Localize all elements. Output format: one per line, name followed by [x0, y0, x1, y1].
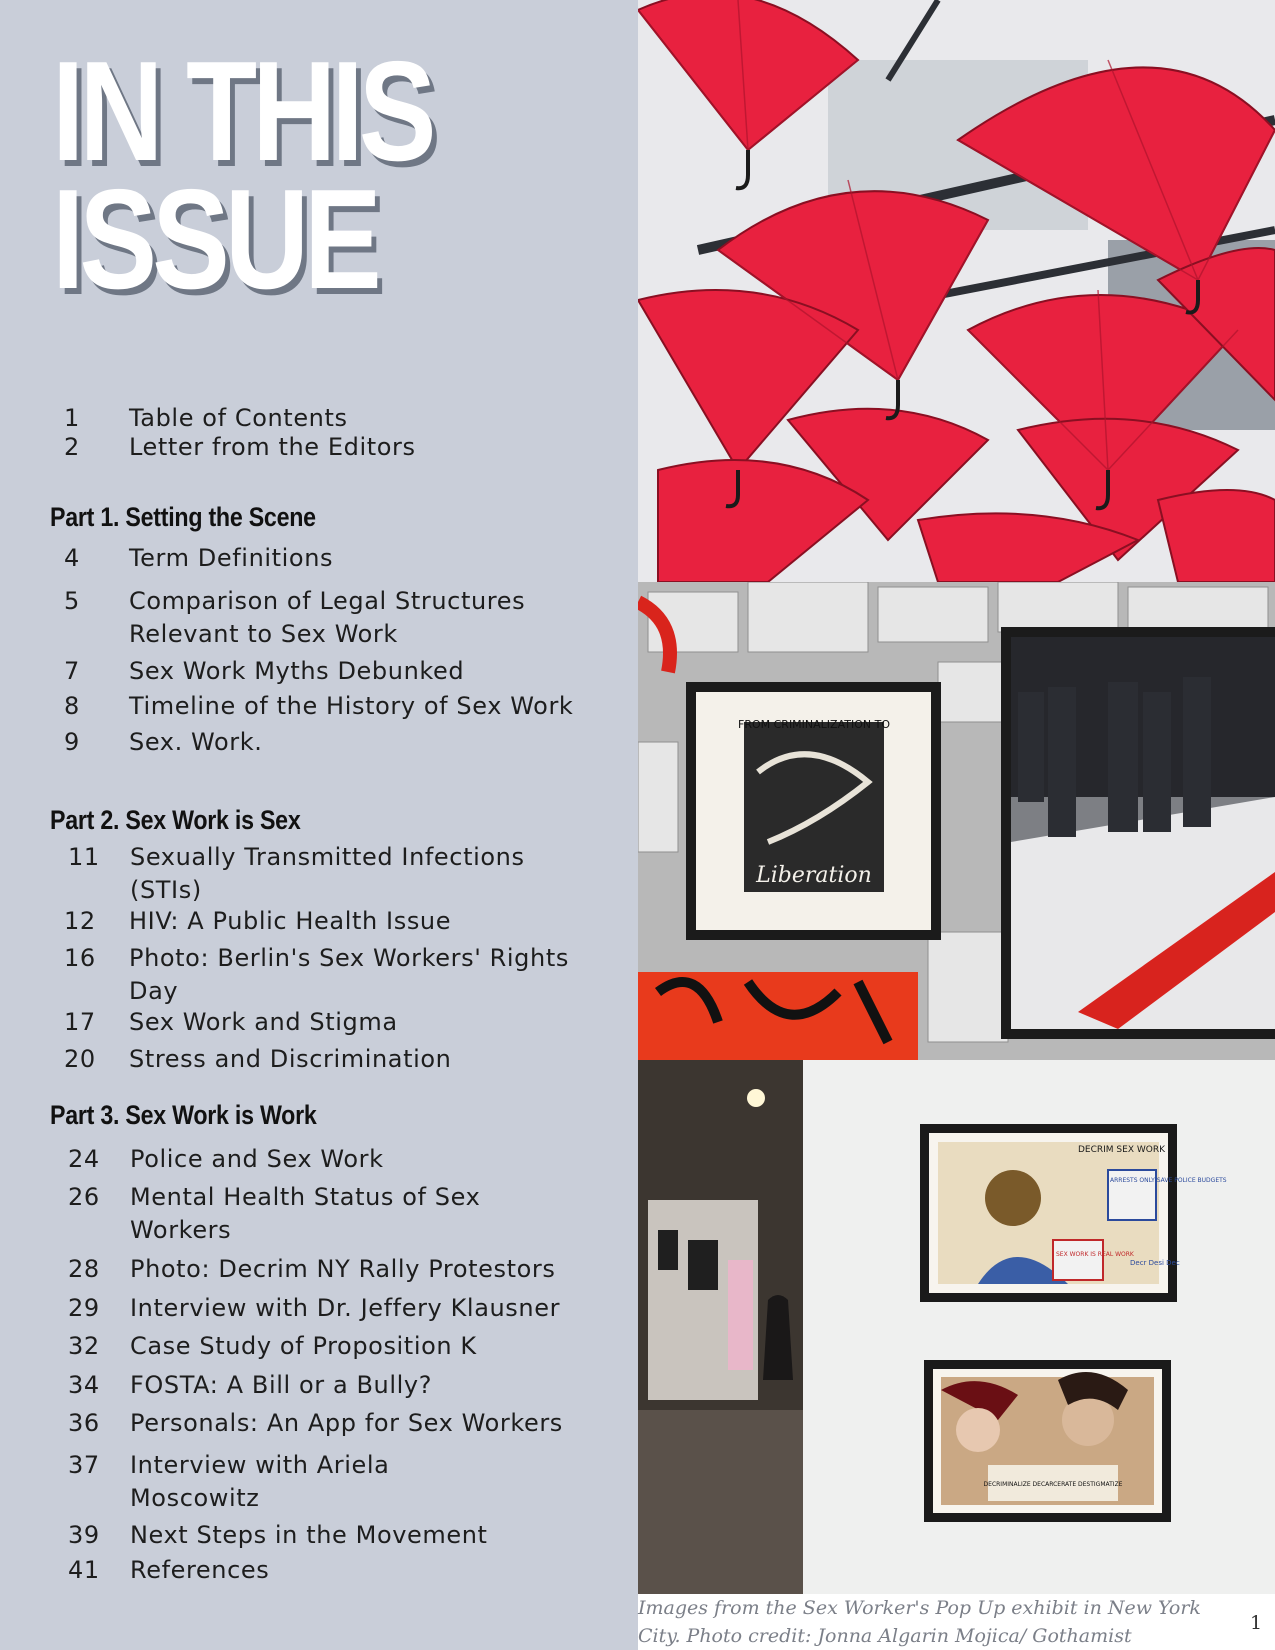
toc-title: Photo: Decrim NY Rally Protestors — [130, 1255, 556, 1283]
toc-title: Term Definitions — [129, 544, 334, 572]
masthead-line-1: IN THIS — [52, 32, 432, 191]
toc-title: FOSTA: A Bill or a Bully? — [130, 1371, 433, 1399]
part-3-heading: Part 3. Sex Work is Work — [50, 1100, 317, 1130]
toc-page-number: 37 — [68, 1451, 100, 1479]
toc-title: Personals: An App for Sex Workers — [130, 1409, 563, 1437]
artwork-print-top-text: FROM CRIMINALIZATION TO — [738, 718, 890, 731]
toc-title: Timeline of the History of Sex Work — [129, 692, 574, 720]
toc-page-number: 29 — [68, 1294, 100, 1322]
toc-page-number: 4 — [64, 544, 80, 572]
masthead-line-2: ISSUE — [52, 160, 377, 319]
part-1-heading: Part 1. Setting the Scene — [50, 502, 316, 532]
toc-page-number: 8 — [64, 692, 80, 720]
toc-title: HIV: A Public Health Issue — [129, 907, 452, 935]
toc-title: Table of Contents — [129, 404, 348, 432]
toc-page-number: 20 — [64, 1045, 96, 1073]
toc-page-number: 11 — [68, 843, 100, 871]
toc-title: Police and Sex Work — [130, 1145, 384, 1173]
toc-page-number: 41 — [68, 1556, 100, 1584]
toc-title: Case Study of Proposition K — [130, 1332, 477, 1360]
toc-page-number: 1 — [64, 404, 80, 432]
toc-title: Mental Health Status of Sex Workers — [130, 1183, 481, 1244]
gallery-illustration — [638, 1060, 1275, 1594]
poster1-sign-text: ARRESTS ONLY SAVE POLICE BUDGETS — [1110, 1177, 1227, 1184]
toc-page-number: 7 — [64, 657, 80, 685]
poster1-decrim-text: DECRIM SEX WORK — [1078, 1145, 1165, 1155]
photo-red-umbrellas — [638, 0, 1275, 582]
toc-page-number: 5 — [64, 587, 80, 615]
toc-page-number: 32 — [68, 1332, 100, 1360]
toc-page-number: 2 — [64, 433, 80, 461]
poster1-side-text: Decr Desi Dec — [1130, 1259, 1180, 1267]
toc-page-number: 26 — [68, 1183, 100, 1211]
exhibit-wall-illustration — [638, 582, 1275, 1060]
toc-page-number: 16 — [64, 944, 96, 972]
masthead-title — [52, 32, 432, 319]
toc-page-number: 39 — [68, 1521, 100, 1549]
toc-page-number: 9 — [64, 728, 80, 756]
toc-page-number: 24 — [68, 1145, 100, 1173]
toc-title: Next Steps in the Movement — [130, 1521, 488, 1549]
photo-gallery-posters — [638, 1060, 1275, 1594]
toc-title: Letter from the Editors — [129, 433, 416, 461]
toc-title: Sexually Transmitted Infections (STIs) — [130, 843, 525, 904]
toc-title: References — [130, 1556, 270, 1584]
toc-title: Interview with Ariela Moscowitz — [130, 1451, 390, 1512]
toc-page-number: 36 — [68, 1409, 100, 1437]
part-2-heading: Part 2. Sex Work is Sex — [50, 805, 301, 835]
umbrellas-illustration — [638, 0, 1275, 582]
toc-title: Interview with Dr. Jeffery Klausner — [130, 1294, 561, 1322]
toc-title: Sex Work and Stigma — [129, 1008, 398, 1036]
toc-title: Photo: Berlin's Sex Workers' Rights Day — [129, 944, 569, 1005]
toc-title: Sex Work Myths Debunked — [129, 657, 465, 685]
photo-exhibit-artworks — [638, 582, 1275, 1060]
toc-title: Stress and Discrimination — [129, 1045, 452, 1073]
toc-title: Sex. Work. — [129, 728, 263, 756]
poster2-sign-text: DECRIMINALIZE DECARCERATE DESTIGMATIZE — [983, 1481, 1123, 1488]
toc-page-number: 17 — [64, 1008, 96, 1036]
poster1-rights-text: SEX WORK IS REAL WORK — [1056, 1251, 1134, 1258]
photo-caption: Images from the Sex Worker's Pop Up exhibit in New York City. Photo credit: Jonna Algarin Mojica/ Gothamist — [638, 1597, 1201, 1647]
toc-page-number: 28 — [68, 1255, 100, 1283]
toc-page-number: 34 — [68, 1371, 100, 1399]
artwork-print-bottom-text: Liberation — [756, 863, 872, 888]
page-number: 1 — [1250, 1612, 1263, 1634]
toc-title: Comparison of Legal Structures Relevant to Sex Work — [129, 587, 526, 648]
toc-page-number: 12 — [64, 907, 96, 935]
